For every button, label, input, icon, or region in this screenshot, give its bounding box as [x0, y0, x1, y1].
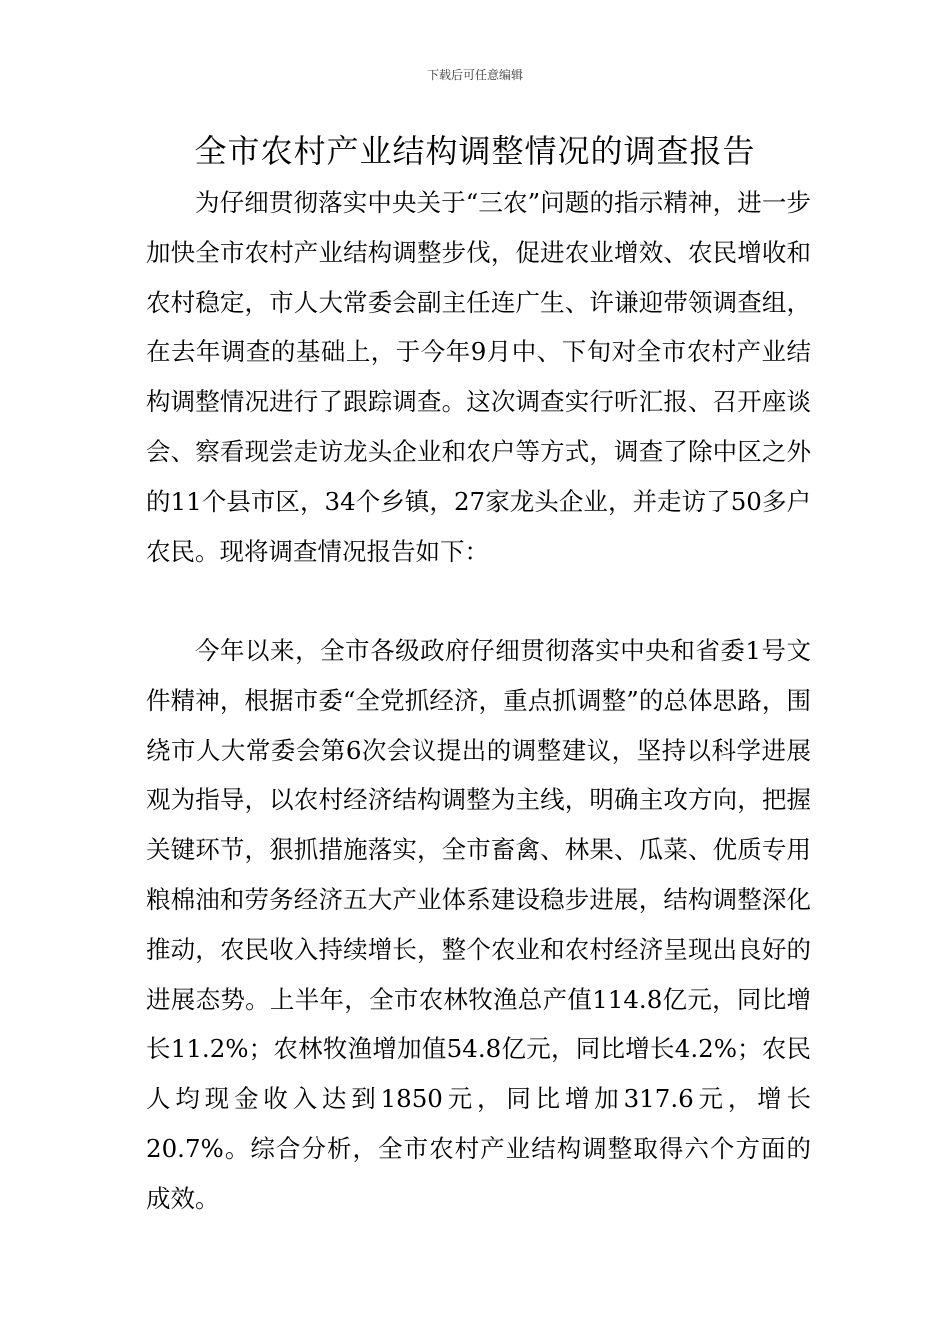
document-title: 全市农村产业结构调整情况的调查报告 — [194, 132, 756, 170]
header-note: 下载后可任意编辑 — [426, 68, 523, 82]
paragraph-intro: 为仔细贯彻落实中央关于“三农”问题的指示精神，进一步加快全市农村产业结构调整步伐，促进农业增效、农民增收和农村稳定，市人大常委会副主任连广生、许谦迎带领调查组，在去年调查的基础上，于今年9月中、下旬对全市农村产业结构调整情况进行了跟踪调查。这次调查实行听汇报、召开座谈会、察看现尝走访龙头企业和农户等方式，调查了除中区之外的11个县市区，34个乡镇，27家龙头企业，并走访了50多户农民。现将调查情况报告如下： — [146, 188, 811, 566]
paragraph-summary: 今年以来，全市各级政府仔细贯彻落实中央和省委1号文件精神，根据市委“全党抓经济，重点抓调整”的总体思路，围绕市人大常委会第6次会议提出的调整建议，坚持以科学进展观为指导，以农村经济结构调整为主线，明确主攻方向，把握关键环节，狠抓措施落实，全市畜禽、林果、瓜菜、优质专用粮棉油和劳务经济五大产业体系建设稳步进展，结构调整深化推动，农民收入持续增长，整个农业和农村经济呈现出良好的进展态势。上半年，全市农林牧渔总产值114.8亿元，同比增长11.2%；农林牧渔增加值54.8亿元，同比增长4.2%；农民人均现金收入达到1850元，同比增加317.6元，增长20.7%。综合分析，全市农村产业结构调整取得六个方面的成效。 — [146, 636, 811, 1213]
